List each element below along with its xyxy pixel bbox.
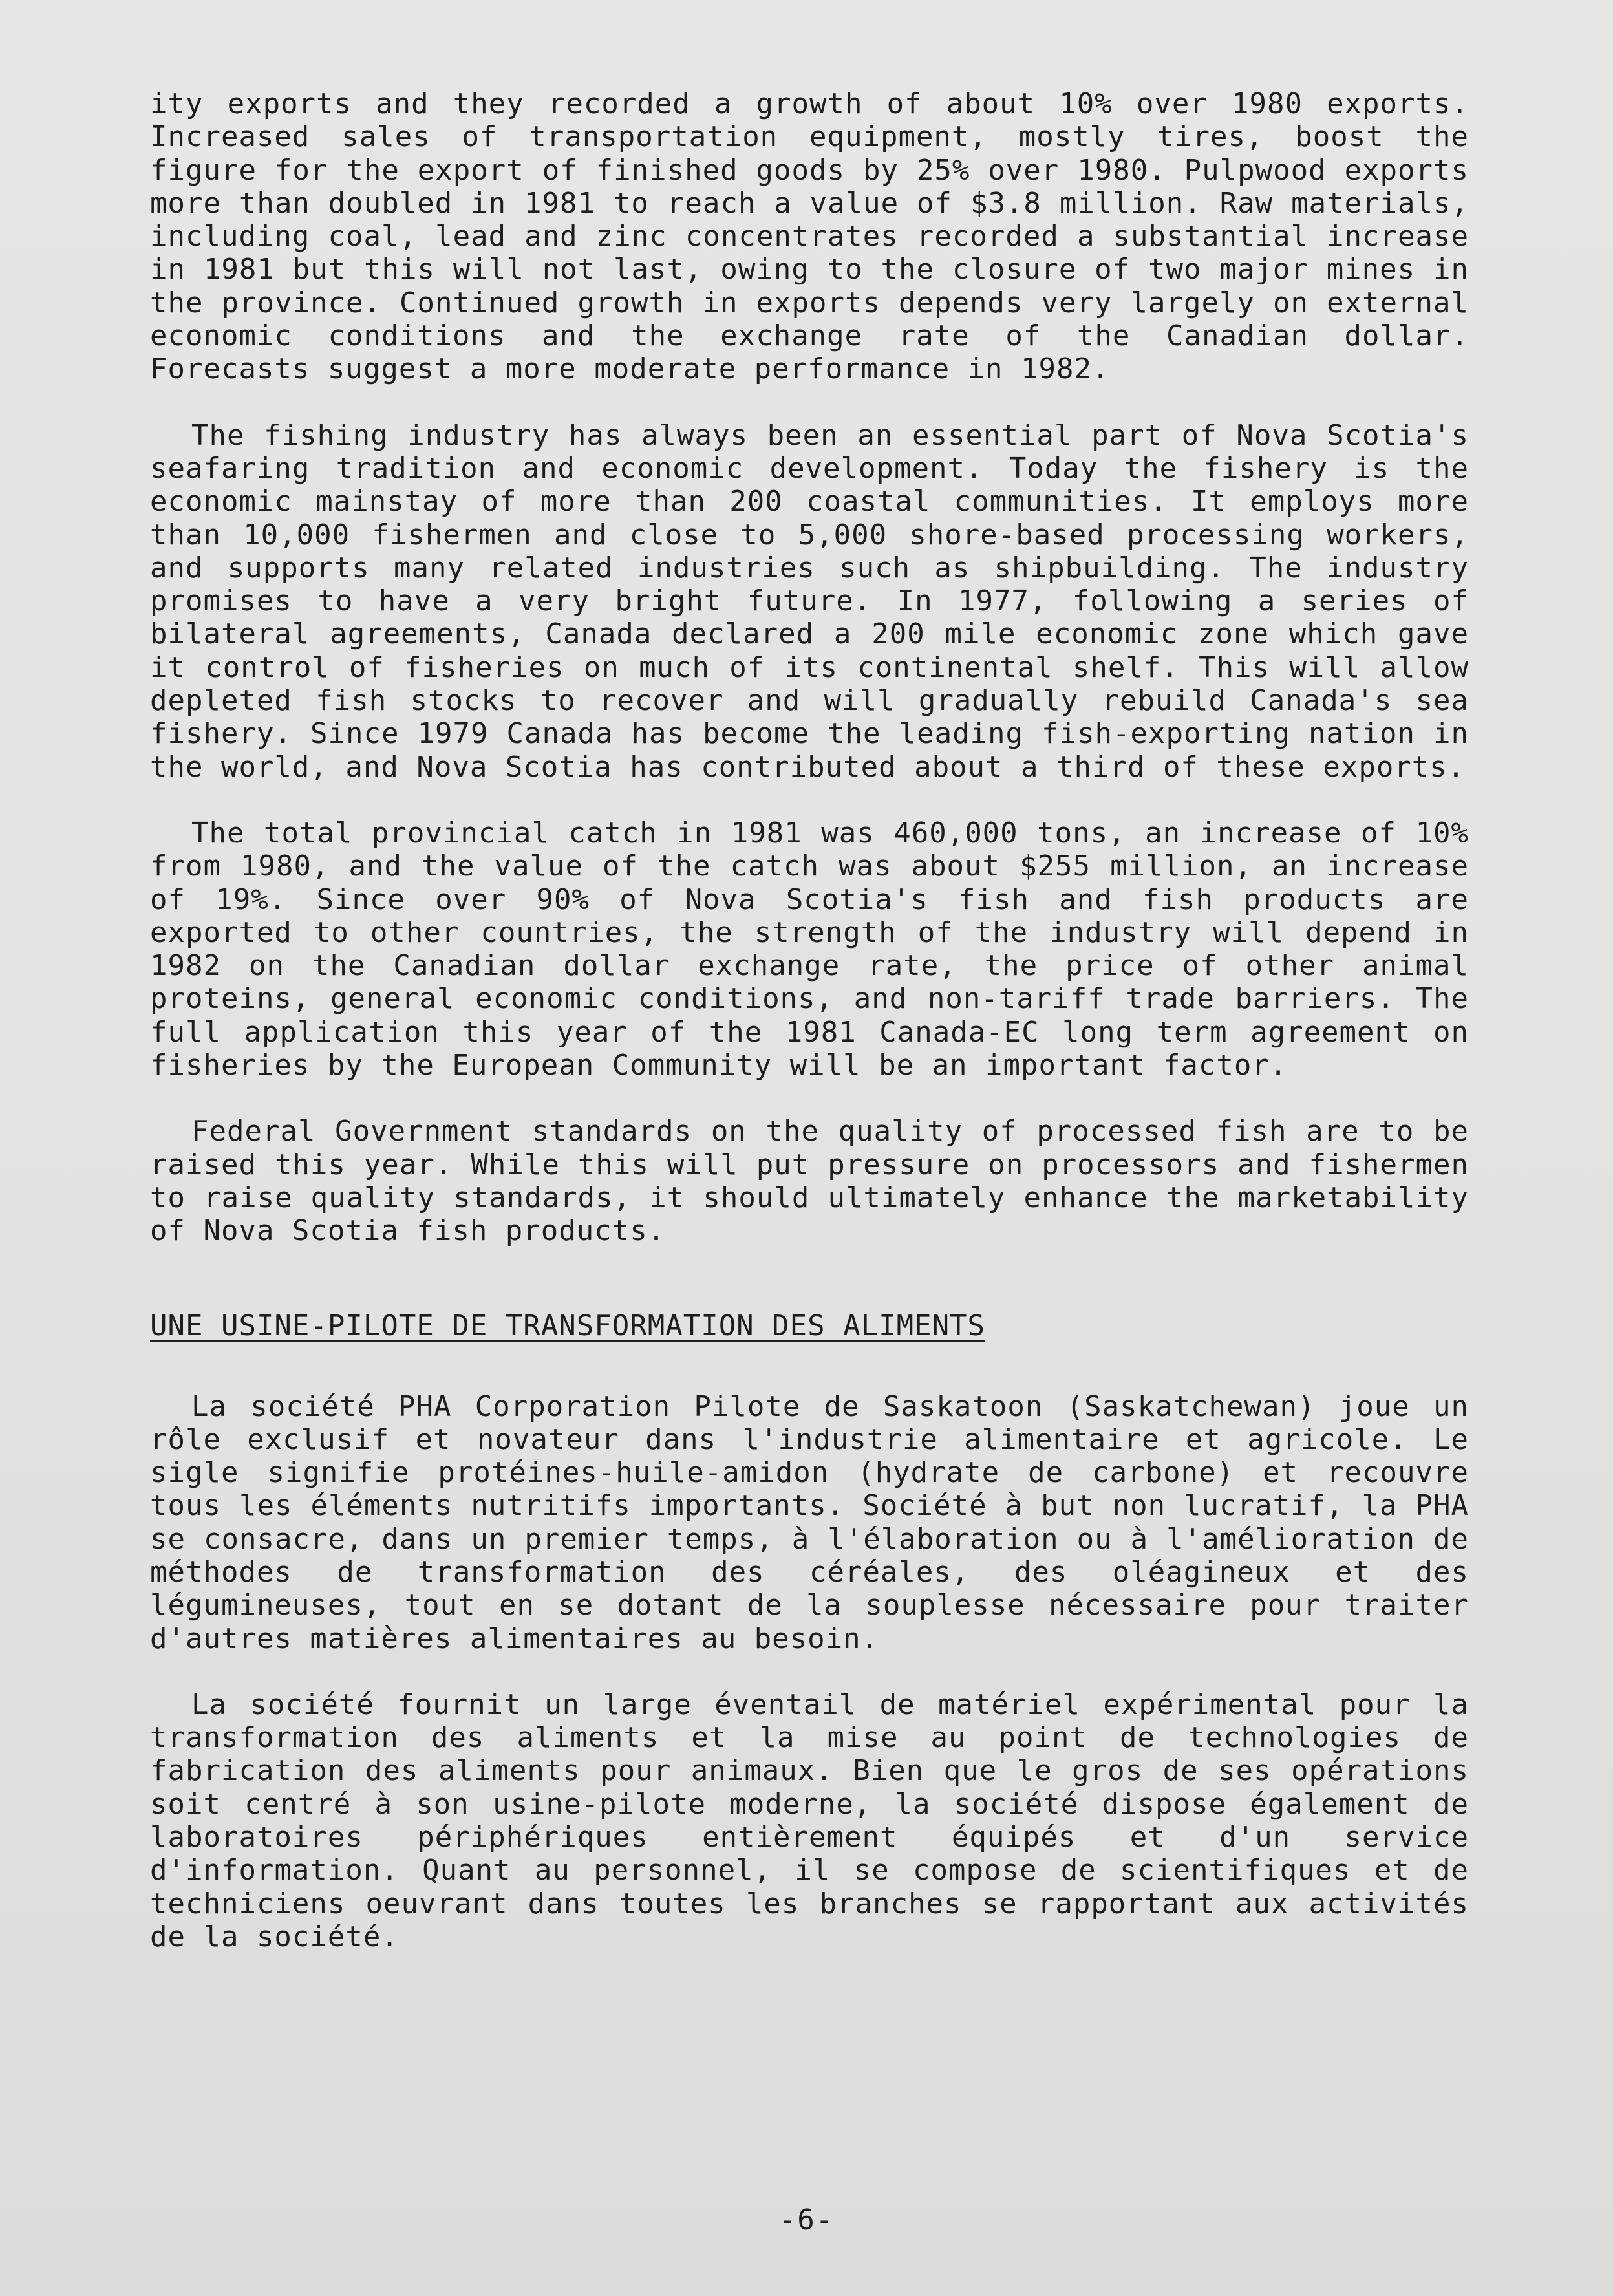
paragraph-quality-standards: Federal Government standards on the quality of processed fish are to be raised this year. While this will put pressure on processors and fishermen to raise quality standards, it should ultimately enhance the marketability of Nova Scotia fish products. <box>150 1115 1469 1248</box>
section-heading: UNE USINE-PILOTE DE TRANSFORMATION DES ALIMENTS <box>150 1309 986 1342</box>
section-heading-wrapper <box>150 1281 1469 1390</box>
paragraph-pha-equipment: La société fournit un large éventail de matériel expérimental pour la transformation des aliments et la mise au point de technologies de fabrication des aliments pour animaux. Bien que le gros de ses opérations soit centré à son usine-pilote moderne, la société dispose également de laboratoires périphériques entièrement équipés et d'un service d'information. Quant au personnel, il se compose de scientifiques et de techniciens oeuvrant dans toutes les branches se rapportant aux activités de la société. <box>150 1688 1469 1953</box>
page-number: -6- <box>778 2204 835 2237</box>
paragraph-pha-corporation: La société PHA Corporation Pilote de Saskatoon (Saskatchewan) joue un rôle exclusif et novateur dans l'industrie alimentaire et agricole. Le sigle signifie protéines-huile-amidon (hydrate de carbone) et recouvre tous les éléments nutritifs importants. Société à but non lucratif, la PHA se consacre, dans un premier temps, à l'élaboration ou à l'amélioration de méthodes de transformation des céréales, des oléagineux et des légumineuses, tout en se dotant de la souplesse nécessaire pour traiter d'autres matières alimentaires au besoin. <box>150 1389 1469 1655</box>
paragraph-fishing-industry: The fishing industry has always been an essential part of Nova Scotia's seafaring tradition and economic development. Today the fishery is the economic mainstay of more than 200 coastal communities. It employs more than 10,000 fishermen and close to 5,000 shore-based processing workers, and supports many related industries such as shipbuilding. The industry promises to have a very bright future. In 1977, following a series of bilateral agreements, Canada declared a 200 mile economic zone which gave it control of fisheries on much of its continental shelf. This will allow depleted fish stocks to recover and will gradually rebuild Canada's sea fishery. Since 1979 Canada has become the leading fish-exporting nation in the world, and Nova Scotia has contributed about a third of these exports. <box>150 418 1469 784</box>
paragraph-exports: ity exports and they recorded a growth of about 10% over 1980 exports. Increased sales of transportation equipment, mostly tires, boost the figure for the export of finished goods by 25% over 1980. Pulpwood exports more than doubled in 1981 to reach a value of $3.8 million. Raw materials, including coal, lead and zinc concentrates recorded a substantial increase in 1981 but this will not last, owing to the closure of two major mines in the province. Continued growth in exports depends very largely on external economic conditions and the exchange rate of the Canadian dollar. Forecasts suggest a more moderate performance in 1982. <box>150 87 1469 386</box>
paragraph-provincial-catch: The total provincial catch in 1981 was 460,000 tons, an increase of 10% from 1980, and the value of the catch was about $255 million, an increase of 19%. Since over 90% of Nova Scotia's fish and fish products are exported to other countries, the strength of the industry will depend in 1982 on the Canadian dollar exchange rate, the price of other animal proteins, general economic conditions, and non-tariff trade barriers. The full application this year of the 1981 Canada-EC long term agreement on fisheries by the European Community will be an important factor. <box>150 816 1469 1082</box>
page-body <box>150 87 1469 1986</box>
